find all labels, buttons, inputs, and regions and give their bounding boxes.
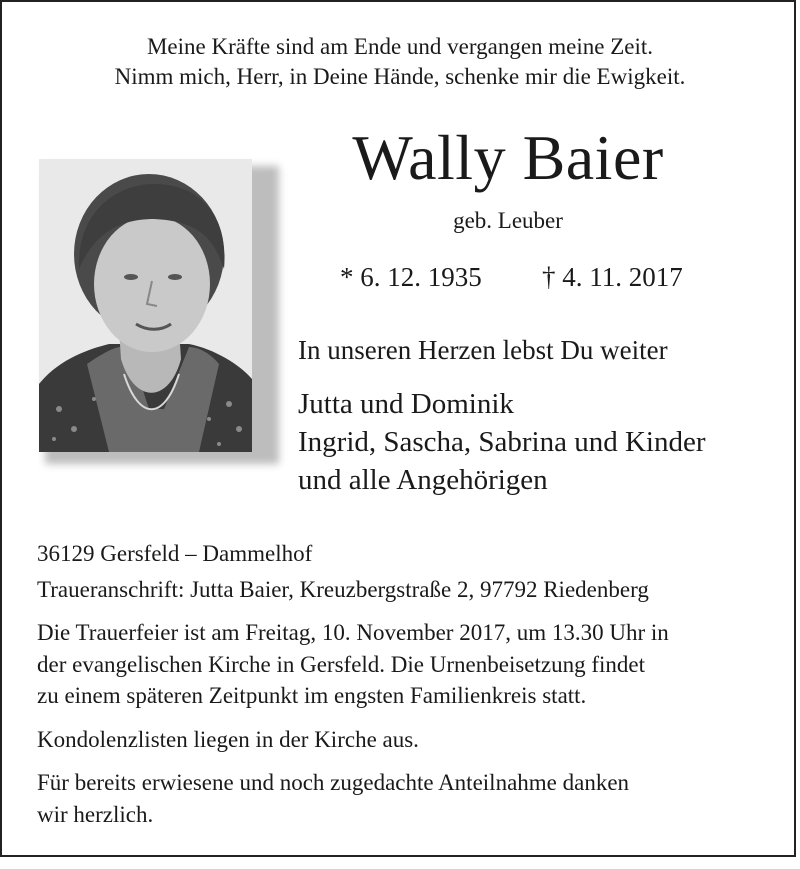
portrait-photo [39,159,252,452]
thanks-text [37,767,773,830]
ceremony-text [37,617,773,712]
motto-line-2: Nimm mich, Herr, in Deine Hände, schenke mir die Ewigkeit. [114,64,686,89]
obituary-body [37,538,773,842]
motto-verse [2,32,798,92]
deceased-name: Wally Baier [352,122,664,193]
ceremony-line: Die Trauerfeier ist am Freitag, 10. November 2017, um 13.30 Uhr in [37,620,669,645]
ceremony-line: zu einem späteren Zeitpunkt im engsten Familienkreis statt. [37,683,587,708]
mourners-list [298,385,706,499]
location-line: 36129 Gersfeld – Dammelhof [37,541,313,566]
birth-date: * 6. 12. 1935 [340,262,482,292]
mourner-line: und alle Angehörigen [298,464,548,496]
motto-line-1: Meine Kräfte sind am Ende und vergangen meine Zeit. [146,34,654,59]
mourner-line: Ingrid, Sascha, Sabrina und Kinder [298,426,706,458]
mourner-line: Jutta und Dominik [298,388,514,420]
maiden-name: geb. Leuber [453,208,563,233]
thanks-line: Für bereits erwiesene und noch zugedachte Anteilnahme danken [37,770,630,795]
mourning-address: Traueranschrift: Jutta Baier, Kreuzbergstraße 2, 97792 Riedenberg [37,576,649,602]
thanks-line: wir herzlich. [37,801,154,827]
death-date: † 4. 11. 2017 [542,262,683,292]
ceremony-line: der evangelischen Kirche in Gersfeld. Die Urnenbeisetzung findet [37,651,645,677]
condolence-note: Kondolenzlisten liegen in der Kirche aus. [37,726,419,752]
memorial-phrase: In unseren Herzen lebst Du weiter [298,335,668,365]
